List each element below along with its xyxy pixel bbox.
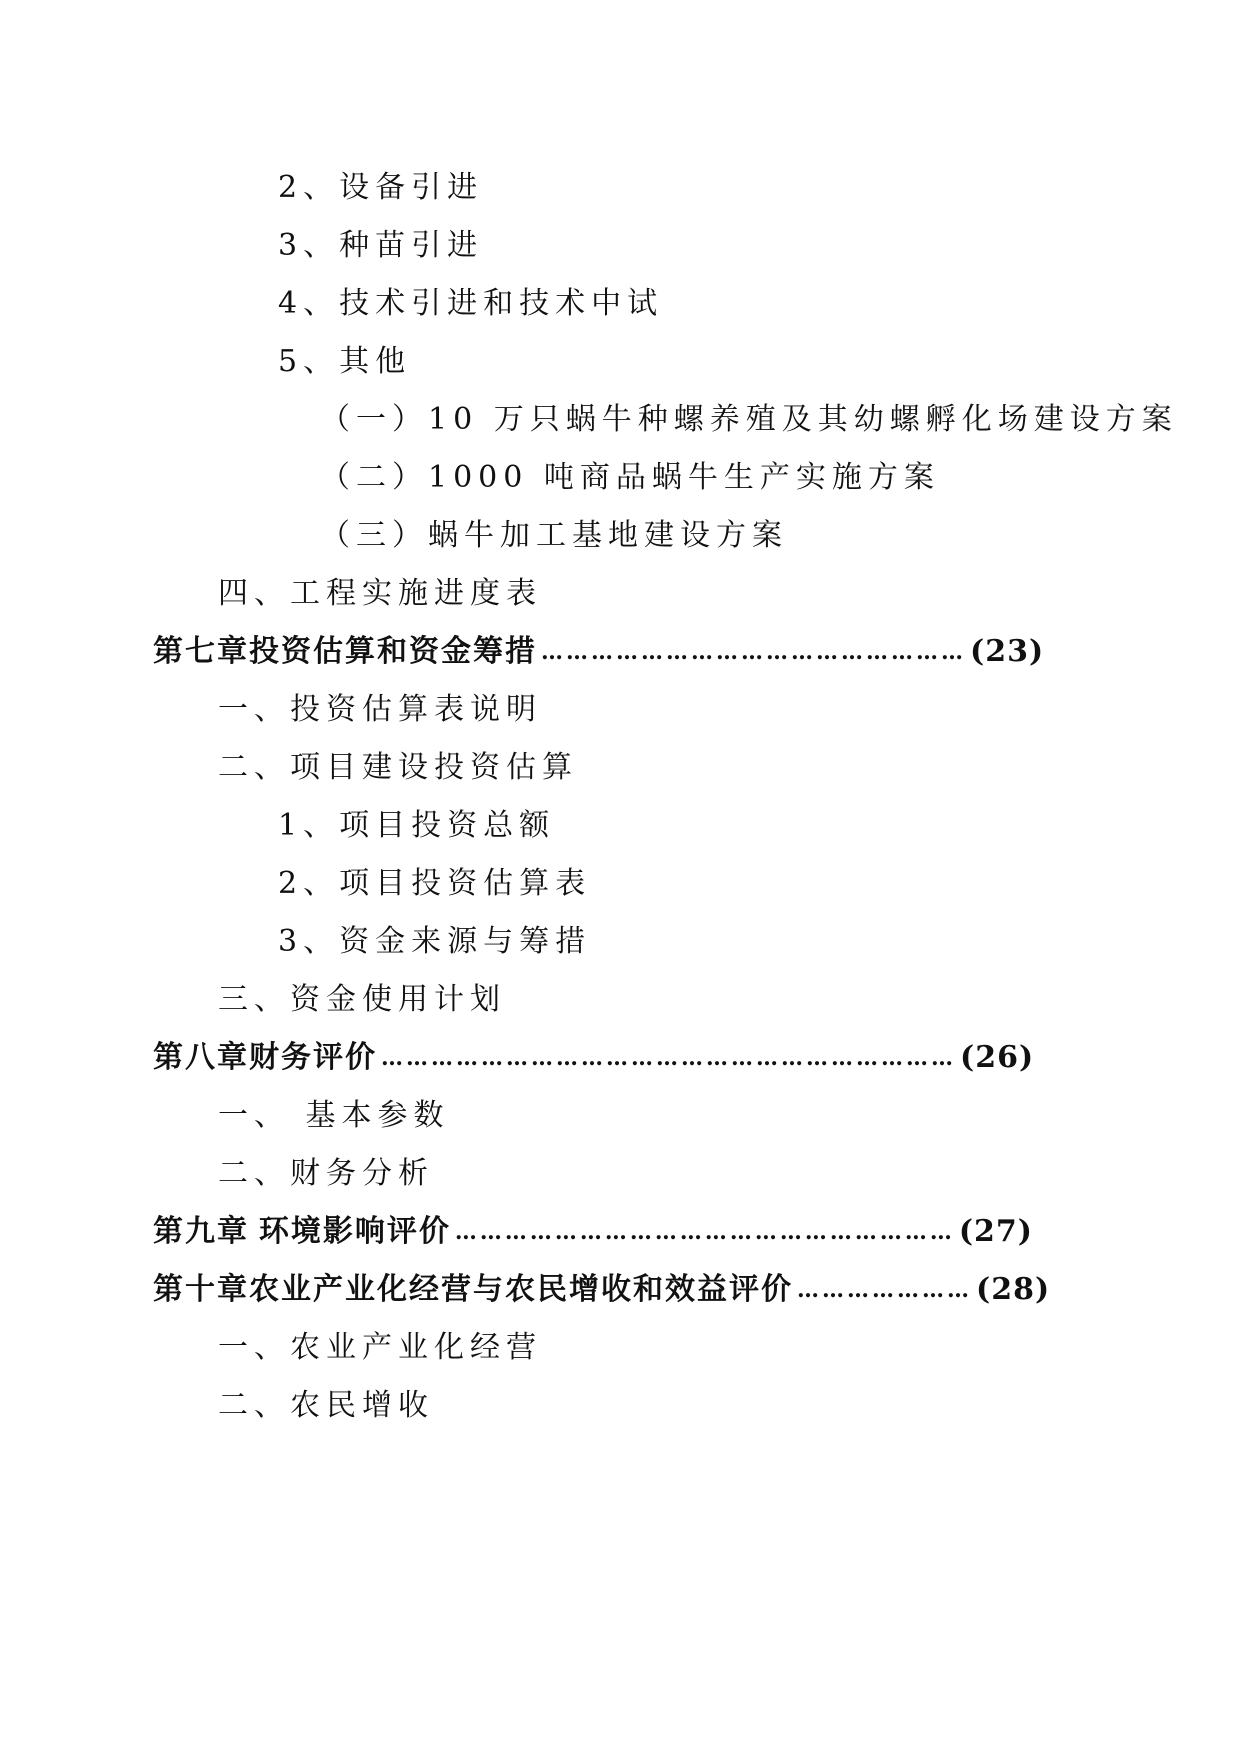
toc-entry: （一）10 万只蜗牛种螺养殖及其幼螺孵化场建设方案 xyxy=(320,402,1178,437)
toc-chapter xyxy=(153,628,1045,676)
chapter-title: 环境影响评价 xyxy=(258,1214,451,1249)
chapter-number: 第九章 xyxy=(153,1214,249,1249)
dot-leader: …………………………………………………………… xyxy=(381,1045,956,1071)
page-number: (26) xyxy=(960,1040,1035,1075)
toc-entry: 3、种苗引进 xyxy=(278,228,484,263)
toc-entry: 2、项目投资估算表 xyxy=(278,866,592,901)
toc-entry: 4、技术引进和技术中试 xyxy=(278,286,664,321)
toc-entry: 1、项目投资总额 xyxy=(278,808,556,843)
toc-entry: 3、资金来源与筹措 xyxy=(278,924,592,959)
chapter-title: 农业产业化经营与农民增收和效益评价 xyxy=(249,1272,793,1307)
dot-leader: ………………… xyxy=(797,1277,972,1303)
chapter-title: 财务评价 xyxy=(249,1040,377,1075)
page-number: (23) xyxy=(970,634,1045,669)
toc-section: 一、投资估算表说明 xyxy=(218,692,542,727)
chapter-number: 第八章 xyxy=(153,1040,249,1075)
chapter-number: 第七章 xyxy=(153,634,249,669)
toc-entry: 2、设备引进 xyxy=(278,170,484,205)
toc-section: 一、农业产业化经营 xyxy=(218,1330,542,1365)
toc-section: 二、项目建设投资估算 xyxy=(218,750,578,785)
toc-entry: （三）蜗牛加工基地建设方案 xyxy=(320,518,788,553)
page-number: (27) xyxy=(958,1214,1033,1249)
toc-section: 二、财务分析 xyxy=(218,1156,434,1191)
toc-entry: （二）1000 吨商品蜗牛生产实施方案 xyxy=(320,460,940,495)
dot-leader: …………………………………………… xyxy=(541,639,966,665)
toc-chapter xyxy=(153,1034,1033,1082)
page-number: (28) xyxy=(976,1272,1051,1307)
toc-section: 四、工程实施进度表 xyxy=(218,576,542,611)
toc-chapter xyxy=(153,1266,1051,1314)
toc-section: 三、资金使用计划 xyxy=(218,982,506,1017)
toc-section: 二、农民增收 xyxy=(218,1388,434,1423)
chapter-number: 第十章 xyxy=(153,1272,249,1307)
dot-leader: …………………………………………………… xyxy=(454,1219,955,1245)
toc-entry: 5、其他 xyxy=(278,344,412,379)
toc-chapter xyxy=(153,1208,1033,1256)
toc-section: 一、 基本参数 xyxy=(218,1098,450,1133)
chapter-title: 投资估算和资金筹措 xyxy=(249,634,537,669)
